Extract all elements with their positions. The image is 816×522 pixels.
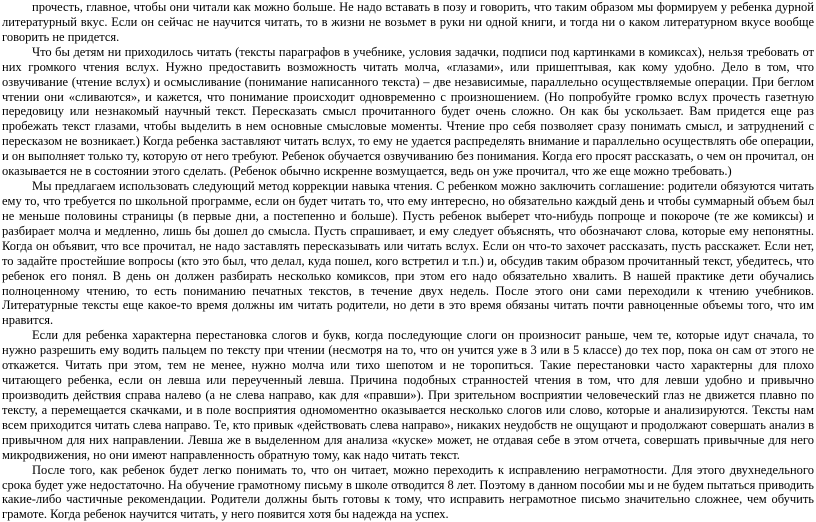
paragraph-2: Что бы детям ни приходилось читать (тексты параграфов в учебнике, условия задачки, подписи под картинками в комиксах), нельзя требовать от них громкого чтения вслух. Нужно предоставить возможность читать молча, «глазами», или пришептывая, как кому удобно. Дело в том, что озвучивание (чтение вслух) и осмысливание (понимание написанного текста) – две независимые, параллельно осуществляемые операции. При беглом чтении они «сливаются», и кажется, что понимание происходит одновременно с произношением. (Но попробуйте громко вслух прочесть газетную передовицу или незнакомый научный текст. Пересказать смысл прочитанного будет очень сложно. Он как бы ускользает. Вам придется еще раз пробежать текст глазами, чтобы выделить в нем основные смысловые моменты. Чтение про себя позволяет сразу понимать смысл, и затруднений с пересказом не возникает.) Когда ребенка заставляют читать вслух, то ему не удается распределять внимание и параллельно осуществлять обе операции, и он выполняет только ту, которую от него требуют. Ребенок обучается озвучиванию без понимания. Когда его просят рассказать, о чем он прочитал, он оказывается не в состоянии этого сделать. (Ребенок обычно искренне возмущается, ведь он уже прочитал, что же еще можно требовать.) [2,44,815,179]
paragraph-4: Если для ребенка характерна перестановка слогов и букв, когда последующие слоги он произносит раньше, чем те, которые идут сначала, то нужно разрешить ему водить пальцем по тексту при чтении (несмотря на то, что он учится уже в 3 или в 5 классе) до тех пор, пока он сам от этого не откажется. Читать при этом, тем не менее, нужно молча или тихо шепотом и не торопиться. Такие перестановки часто характерны для плохо читающего ребенка, если он левша или переученный левша. Причина подобных странностей чтения в том, что для левши удобно и привычно производить действия справа налево (а не слева направо, как для «правши»). При зрительном восприятии человеческий глаз не движется плавно по тексту, а перемещается скачками, и в поле восприятия одномоментно оказывается несколько слогов или слово, которые и анализируются. Тексты нам всем приходится читать слева направо. Те, кто привык «действовать слева направо», никаких неудобств не ощущают и продолжают совершать анализ в привычном для них направлении. Левша же в выделенном для анализа «куске» может, не отдавая себе в этом отчета, совершать привычные для него микродвижения, но они имеют направленность обратную тому, как надо читать текст. [2,328,814,462]
document-page [2,0,815,522]
paragraph-1: прочесть, главное, чтобы они читали как можно больше. Не надо вставать в позу и говорить, что таким образом мы формируем у ребенка дурной литературный вкус. Если он сейчас не научится читать, то в жизни не возьмет в руки ни одной книги, и тогда ни о каком литературном вкусе вообще говорить не придется. [2,0,814,44]
paragraph-3: Мы предлагаем использовать следующий метод коррекции навыка чтения. С ребенком можно заключить соглашение: родители обязуются читать ему то, что требуется по школьной программе, если он будет читать то, что ему интересно, но обязательно каждый день и чтобы суммарный объем был не меньше половины страницы (в первые дни, а постепенно и больше). Пусть ребенок выберет что-нибудь попроще и покороче (те же комиксы) и разбирает молча и медленно, лишь бы дошел до смысла. Пусть спрашивает, и ему следует объяснять, что обозначают слова, которые ему непонятны. Когда он объявит, что все прочитал, не надо заставлять пересказывать или читать вслух. Если он что-то захочет рассказать, пусть расскажет. Если нет, то задайте простейшие вопросы (кто это был, что делал, куда пошел, кого встретил и т.п.) и, обсудив таким образом прочитанный текст, убедитесь, что ребенок его понял. В день он должен разбирать несколько комиксов, при этом его надо обязательно хвалить. В нашей практике дети обучались полноценному чтению, то есть пониманию печатных текстов, в течение двух недель. После этого они сами переходили к чтению учебников. Литературные тексты еще какое-то время должны им читать родители, но дети в это время обязаны читать почти равноценные объемы того, что им нравится. [2,179,814,328]
paragraph-5: После того, как ребенок будет легко понимать то, что он читает, можно переходить к исправлению неграмотности. Для этого двухнедельного срока будет уже недостаточно. На обучение грамотному письму в школе отводится 8 лет. Поэтому в данном пособии мы и не будем пытаться приводить какие-либо частичные рекомендации. Родители должны быть готовы к тому, что исправить неграмотное письмо значительно сложнее, чем обучить грамоте. Когда ребенок научится читать, у него появится хотя бы надежда на успех. [2,462,814,522]
